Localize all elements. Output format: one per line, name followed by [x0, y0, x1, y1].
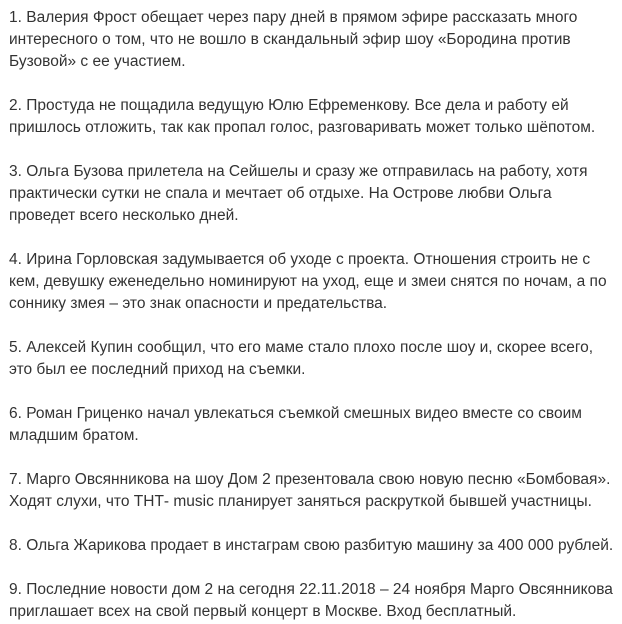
- news-item-4: 4. Ирина Горловская задумывается об уходе с проекта. Отношения строить не с кем, девушку еженедельно номинируют на уход, еще и змеи снятся по ночам, а по соннику змея – это знак опасности и предательства.: [9, 251, 607, 312]
- news-item-3: 3. Ольга Бузова прилетела на Сейшелы и сразу же отправилась на работу, хотя практически сутки не спала и мечтает об отдыхе. На Острове любви Ольга проведет всего несколько дней.: [9, 163, 588, 224]
- news-article: [9, 7, 619, 623]
- news-item-1: 1. Валерия Фрост обещает через пару дней в прямом эфире рассказать много интересного о том, что не вошло в скандальный эфир шоу «Бородина против Бузовой» с ее участием.: [9, 9, 578, 70]
- news-item-2: 2. Простуда не пощадила ведущую Юлю Ефременкову. Все дела и работу ей пришлось отложить, так как пропал голос, разговаривать может только шёпотом.: [9, 97, 596, 136]
- news-item-6: 6. Роман Гриценко начал увлекаться съемкой смешных видео вместе со своим младшим братом.: [9, 405, 582, 444]
- news-item-8: 8. Ольга Жарикова продает в инстаграм свою разбитую машину за 400 000 рублей.: [9, 537, 614, 554]
- news-item-9: 9. Последние новости дом 2 на сегодня 22.11.2018 – 24 ноября Марго Овсянникова приглашает всех на свой первый концерт в Москве. Вход бесплатный.: [9, 581, 613, 620]
- news-item-5: 5. Алексей Купин сообщил, что его маме стало плохо после шоу и, скорее всего, это был ее последний приход на съемки.: [9, 339, 594, 378]
- news-item-7: 7. Марго Овсянникова на шоу Дом 2 презентовала свою новую песню «Бомбовая». Ходят слухи, что ТНТ- music планирует заняться раскруткой бывшей участницы.: [9, 471, 611, 510]
